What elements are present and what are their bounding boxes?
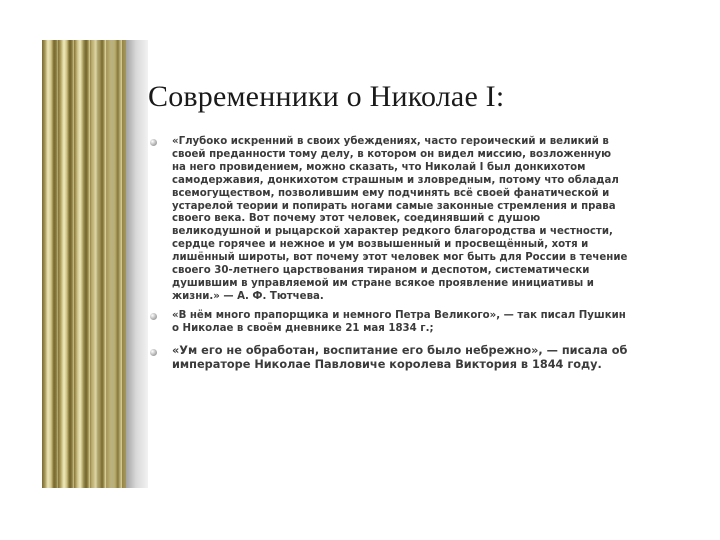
slide-title: Современники о Николае I: — [148, 80, 505, 113]
bullet-text: «Ум его не обработан, воспитание его было небрежно», — писала об императоре Николае Павловиче королева Виктория в 1844 году. — [172, 343, 628, 372]
bullet-dot-icon — [150, 139, 157, 146]
decorative-stripe-texture — [42, 40, 126, 488]
decorative-stripe-shadow — [126, 40, 148, 488]
bullet-dot-icon — [150, 349, 157, 356]
bullet-item-tyutcheva — [150, 136, 628, 304]
bullet-dot-icon — [150, 313, 157, 320]
bullet-item-victoria — [150, 344, 628, 373]
bullet-item-pushkin — [150, 310, 628, 336]
bullet-text: «В нём много прапорщика и немного Петра Великого», — так писал Пушкин о Николае в своём дневнике 21 мая 1834 г.; — [172, 309, 626, 334]
bullet-list — [150, 136, 628, 373]
bullet-text: «Глубоко искренний в своих убеждениях, часто героический и великий в своей преданности тому делу, в котором он видел миссию, возложенную на него провидением, можно сказать, что Николай I был донкихотом самодержавия, донкихотом страшным и зловредным, потому что обладал всемогуществом, позволившим ему подчинять всё своей фанатической и устарелой теории и попирать ногами самые законные стремления и права своего века. Вот почему этот человек, соединявший с душою великодушной и рыцарской характер редкого благородства и честности, сердце горячее и нежное и ум возвышенный и просвещённый, хотя и лишённый широты, вот почему этот человек мог быть для России в течение своего 30-летнего царствования тираном и деспотом, систематически душившим в управляемой им стране всякое проявление инициативы и жизни.» — А. Ф. Тютчева. — [172, 136, 628, 302]
